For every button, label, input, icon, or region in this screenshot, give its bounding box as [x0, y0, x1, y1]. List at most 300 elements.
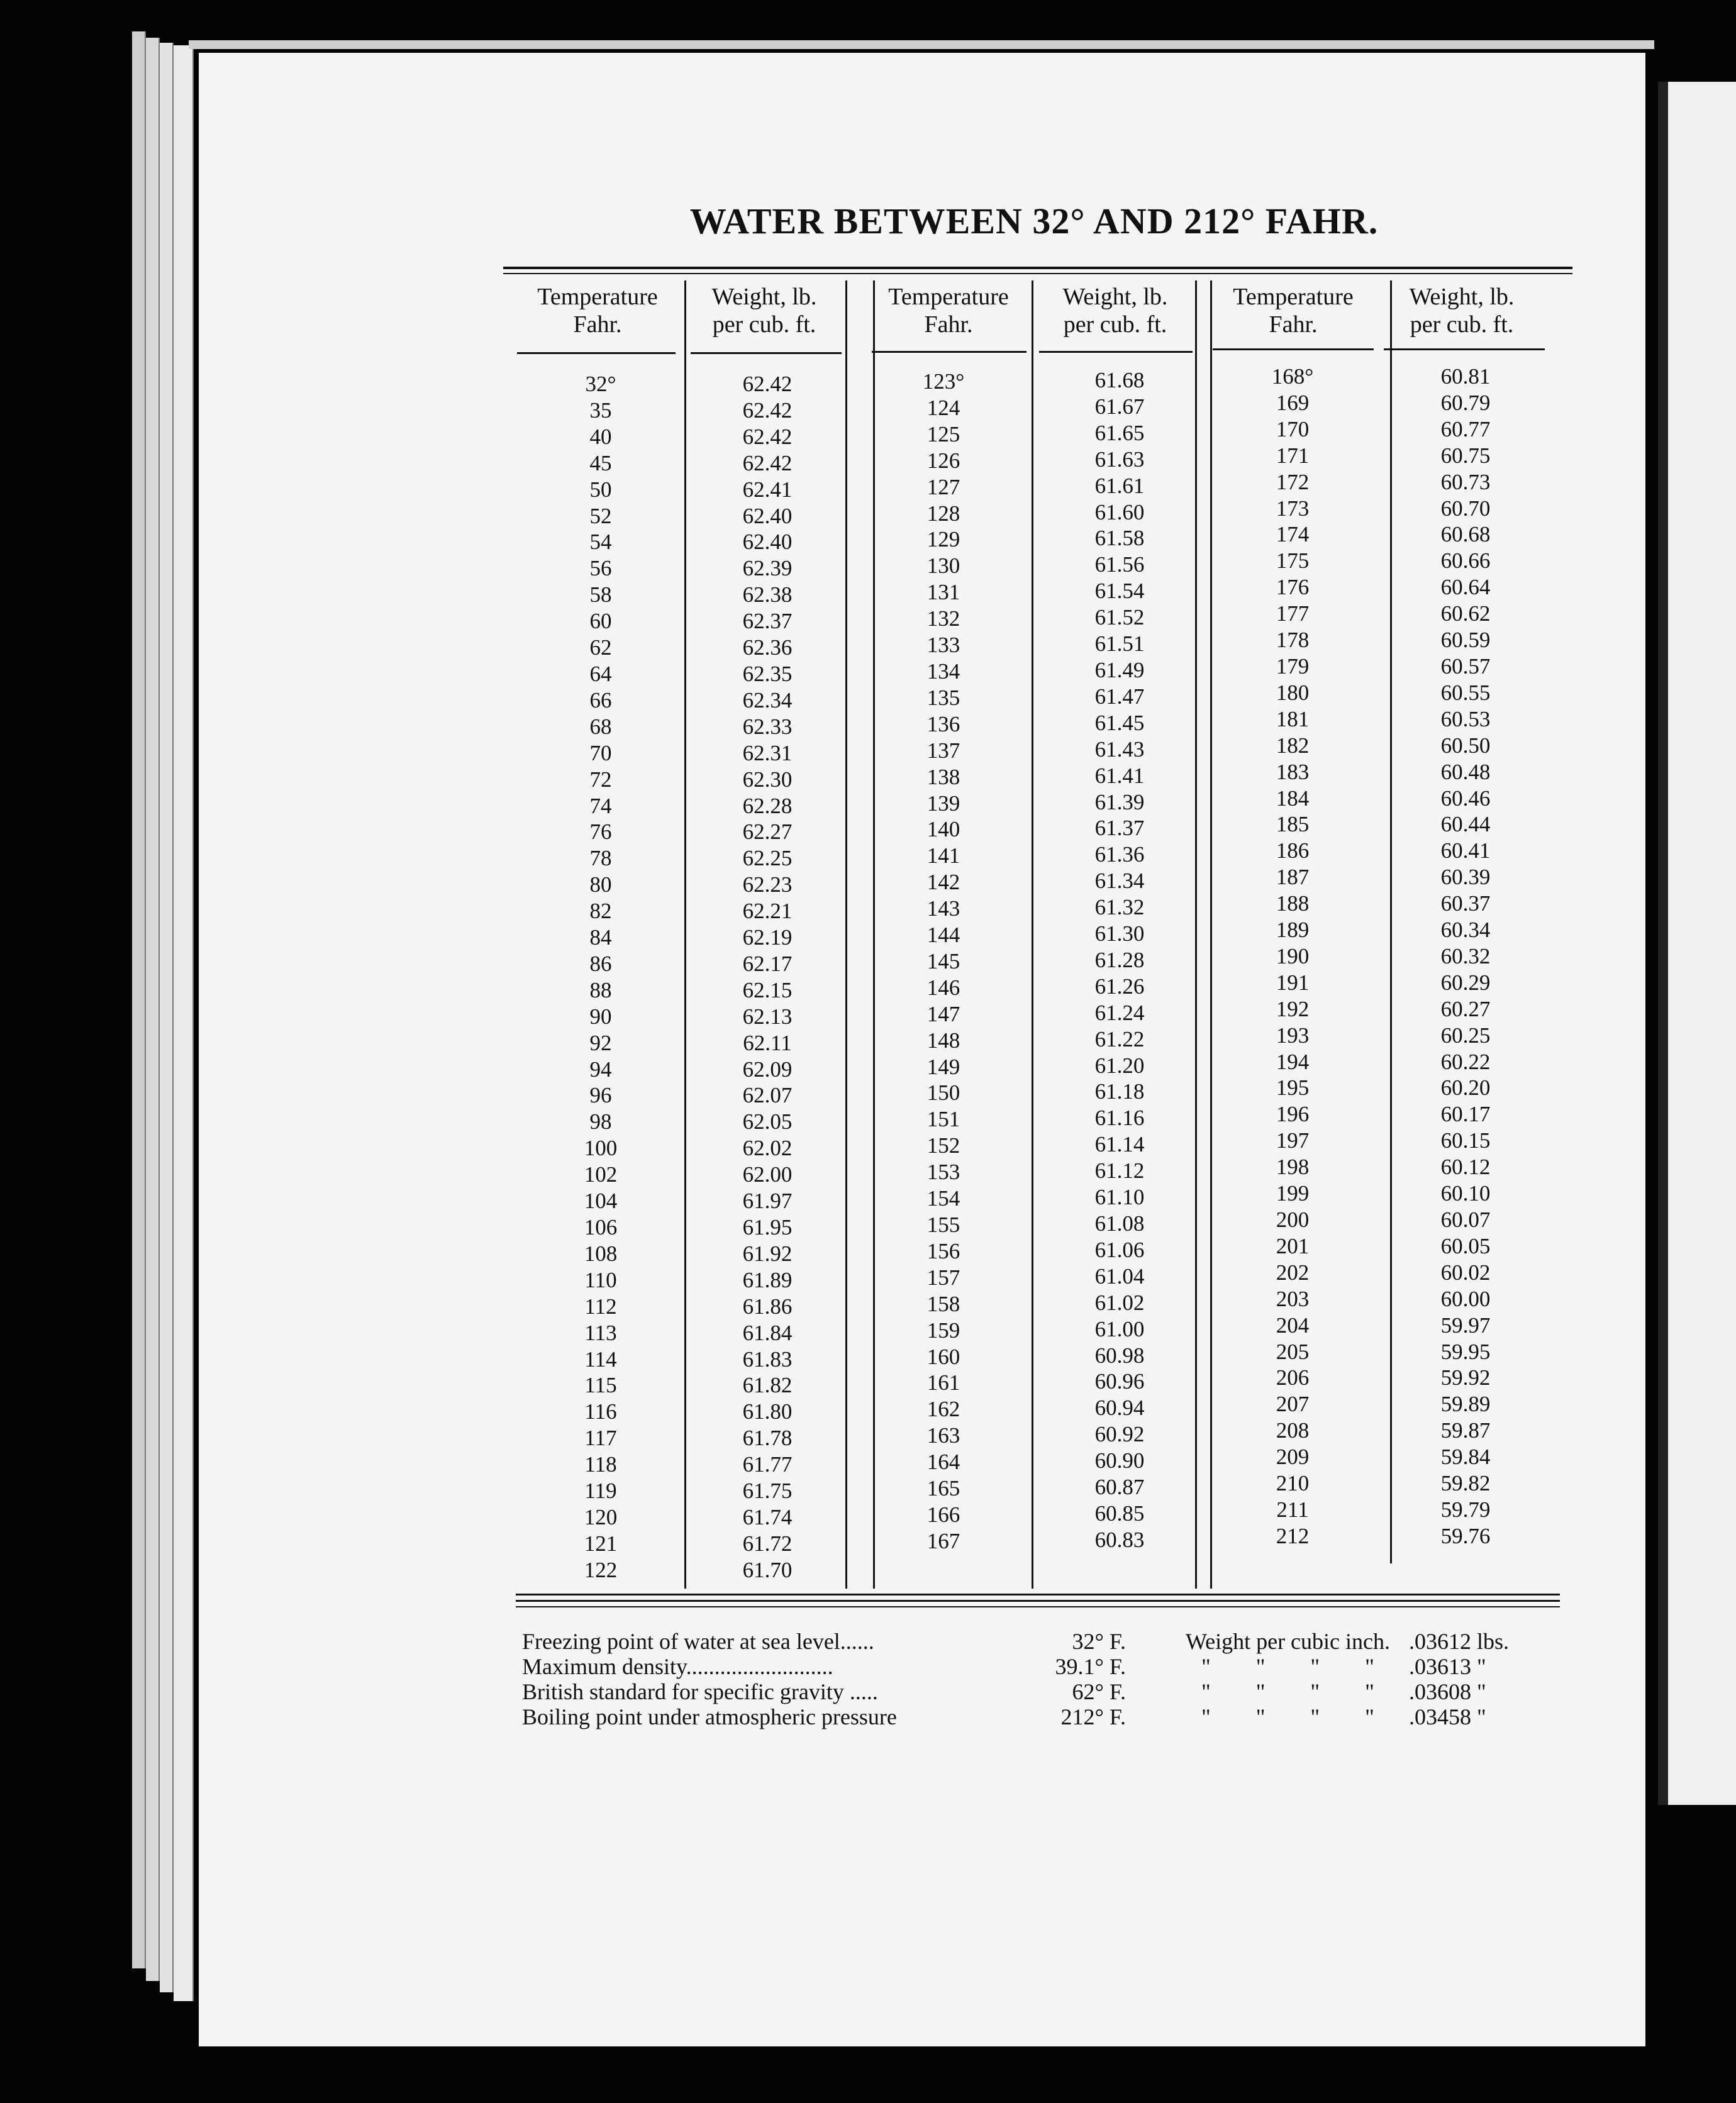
weight-cell: 62.31 [742, 740, 793, 765]
footnote-value: .03458 " [1409, 1704, 1486, 1729]
temperature-cell: 118 [584, 1452, 617, 1477]
weight-cell: 62.36 [742, 635, 793, 660]
header-rule [1039, 351, 1193, 353]
weight-cell: 61.89 [742, 1267, 793, 1292]
weight-cell: 60.25 [1440, 1023, 1491, 1048]
column-rule [1032, 280, 1033, 1589]
weight-cell: 62.11 [743, 1030, 792, 1055]
temperature-cell: 117 [584, 1426, 617, 1451]
weight-cell: 60.12 [1440, 1155, 1491, 1180]
temperature-cell: 74 [589, 793, 612, 818]
weight-column-2 [1063, 367, 1176, 1553]
temperature-cell: 94 [589, 1057, 612, 1082]
weight-cell: 61.02 [1094, 1290, 1145, 1315]
top-rule [503, 267, 1572, 269]
weight-cell: 60.68 [1440, 522, 1491, 547]
weight-cell: 59.97 [1440, 1312, 1491, 1338]
temperature-cell: 161 [926, 1370, 960, 1396]
temperature-cell: 180 [1276, 680, 1310, 705]
temperature-cell: 200 [1276, 1207, 1310, 1232]
weight-cell: 60.70 [1440, 496, 1491, 521]
temperature-cell: 170 [1276, 416, 1310, 441]
weight-cell: 60.20 [1440, 1075, 1491, 1101]
page-title: WATER BETWEEN 32° AND 212° FAHR. [689, 201, 1379, 241]
temperature-cell: 194 [1276, 1049, 1310, 1074]
temperature-cell: 60 [589, 609, 612, 634]
weight-cell: 61.65 [1094, 420, 1145, 445]
temperature-cell: 150 [926, 1080, 960, 1106]
weight-cell: 60.79 [1440, 390, 1491, 415]
footnote-value: .03613 " [1409, 1654, 1486, 1679]
weight-cell: 60.37 [1440, 891, 1491, 916]
bottom-rule [516, 1606, 1560, 1607]
temperature-cell: 163 [926, 1423, 960, 1448]
weight-cell: 62.40 [742, 503, 793, 528]
column-rule [873, 280, 875, 1589]
weight-cell: 60.85 [1094, 1501, 1145, 1526]
weight-cell: 60.50 [1440, 733, 1491, 758]
weight-cell: 60.94 [1094, 1396, 1145, 1421]
header-rule [1384, 348, 1545, 350]
weight-cell: 62.13 [742, 1004, 793, 1029]
weight-cell: 59.89 [1440, 1392, 1491, 1417]
temperature-cell: 196 [1276, 1102, 1310, 1127]
weight-cell: 60.55 [1440, 680, 1491, 705]
temperature-cell: 206 [1276, 1365, 1310, 1390]
weight-cell: 61.83 [742, 1346, 793, 1372]
weight-cell: 61.56 [1094, 552, 1145, 577]
temperature-cell: 152 [926, 1133, 960, 1158]
footnote-temperature: 39.1° F. [1055, 1654, 1126, 1679]
temperature-cell: 205 [1276, 1339, 1310, 1364]
temperature-cell: 121 [584, 1531, 618, 1556]
bottom-rule [516, 1600, 1560, 1602]
weight-cell: 62.21 [742, 899, 793, 924]
weight-cell: 60.87 [1094, 1475, 1145, 1500]
footnote-label: Freezing point of water at sea level...... [522, 1629, 874, 1654]
weight-cell: 60.41 [1440, 838, 1491, 863]
temperature-cell: 165 [926, 1476, 960, 1501]
temperature-cell: 145 [926, 948, 960, 974]
weight-cell: 60.34 [1440, 918, 1491, 943]
weight-cell: 61.24 [1094, 1000, 1145, 1025]
temperature-cell: 40 [589, 424, 612, 449]
weight-cell: 61.49 [1094, 657, 1145, 682]
temperature-cell: 58 [589, 582, 612, 608]
weight-cell: 60.53 [1440, 706, 1491, 731]
footnote-weight-labels [1157, 1629, 1434, 1729]
weight-cell: 62.40 [742, 530, 793, 555]
column-rule [1210, 280, 1212, 1589]
weight-cell: 62.07 [742, 1083, 793, 1108]
book-gutter [1658, 82, 1668, 1805]
weight-cell: 60.07 [1440, 1207, 1491, 1232]
temperature-cell: 198 [1276, 1155, 1310, 1180]
temperature-cell: 128 [926, 501, 960, 526]
weight-cell: 60.66 [1440, 548, 1491, 574]
temperature-cell: 207 [1276, 1392, 1310, 1417]
column-rule [1195, 280, 1197, 1589]
temperature-cell: 197 [1276, 1128, 1310, 1153]
temperature-cell: 201 [1276, 1233, 1310, 1258]
footnote-temperatures [1006, 1629, 1126, 1729]
weight-cell: 60.32 [1440, 943, 1491, 968]
temperature-cell: 115 [584, 1373, 617, 1398]
temperature-cell: 147 [926, 1001, 960, 1026]
temperature-cell: 204 [1276, 1312, 1310, 1338]
weight-cell: 61.30 [1094, 921, 1145, 946]
footnote-value: .03608 " [1409, 1679, 1486, 1704]
temperature-cell: 127 [926, 474, 960, 499]
weight-cell: 62.19 [742, 925, 793, 950]
weight-cell: 61.86 [742, 1294, 793, 1319]
temperature-cell: 102 [584, 1162, 618, 1187]
weight-cell: 60.48 [1440, 759, 1491, 784]
weight-cell: 61.45 [1094, 710, 1145, 735]
temperature-cell: 130 [926, 553, 960, 579]
header-rule [691, 352, 842, 354]
weight-cell: 61.34 [1094, 868, 1145, 894]
temperature-cell: 182 [1276, 733, 1310, 758]
weight-cell: 61.39 [1094, 789, 1145, 814]
weight-cell: 60.00 [1440, 1286, 1491, 1311]
weight-cell: 60.05 [1440, 1233, 1491, 1258]
temperature-cell: 139 [926, 791, 960, 816]
temperature-cell: 84 [589, 925, 612, 950]
weight-cell: 62.37 [742, 609, 793, 634]
temperature-cell: 104 [584, 1189, 618, 1214]
footnote-temperature: 32° F. [1072, 1629, 1126, 1654]
weight-cell: 61.37 [1094, 816, 1145, 841]
weight-cell: 61.36 [1094, 842, 1145, 867]
top-rule [503, 273, 1572, 274]
temperature-cell: 153 [926, 1160, 960, 1185]
temperature-cell: 110 [584, 1267, 617, 1292]
footnote-value: .03612 lbs. [1409, 1629, 1510, 1654]
temperature-cell: 164 [926, 1450, 960, 1475]
facing-page [1668, 82, 1736, 1805]
weight-cell: 61.84 [742, 1320, 793, 1345]
footnote-values [1409, 1629, 1572, 1729]
temperature-cell: 133 [926, 633, 960, 658]
temperature-cell: 173 [1276, 496, 1310, 521]
weight-cell: 61.04 [1094, 1263, 1145, 1289]
weight-cell: 62.27 [742, 819, 793, 845]
weight-cell: 61.82 [742, 1373, 793, 1398]
header-weight-1: Weight, lb. per cub. ft. [711, 284, 817, 338]
weight-cell: 61.26 [1094, 974, 1145, 999]
weight-cell: 61.54 [1094, 579, 1145, 604]
weight-cell: 62.41 [742, 477, 793, 502]
temperature-cell: 32° [585, 372, 616, 396]
temperature-cell: 183 [1276, 759, 1310, 784]
temperature-cell: 45 [589, 450, 612, 475]
weight-cell: 62.35 [742, 661, 793, 686]
temperature-cell: 210 [1276, 1471, 1310, 1496]
weight-cell: 61.47 [1094, 684, 1145, 709]
temperature-cell: 171 [1276, 443, 1310, 468]
temperature-cell: 212 [1276, 1523, 1310, 1548]
temperature-cell: 157 [926, 1265, 960, 1290]
temperature-cell: 211 [1276, 1497, 1309, 1522]
temperature-cell: 158 [926, 1291, 960, 1316]
temperature-cell: 193 [1276, 1023, 1310, 1048]
header-temperature-3: Temperature Fahr. [1233, 284, 1354, 338]
temperature-cell: 172 [1276, 469, 1310, 494]
weight-cell: 61.12 [1094, 1158, 1145, 1184]
temperature-cell: 148 [926, 1028, 960, 1053]
weight-cell: 62.15 [742, 977, 793, 1002]
book-top-edge [189, 40, 1654, 49]
weight-cell: 61.28 [1094, 947, 1145, 972]
weight-cell: 61.00 [1094, 1316, 1145, 1341]
weight-cell: 60.10 [1440, 1181, 1491, 1206]
weight-cell: 61.75 [742, 1479, 793, 1504]
temperature-cell: 113 [584, 1320, 617, 1345]
temperature-cell: 178 [1276, 628, 1310, 653]
temperature-cell: 116 [584, 1399, 617, 1424]
weight-cell: 60.02 [1440, 1260, 1491, 1285]
weight-cell: 62.34 [742, 687, 793, 713]
temperature-cell: 35 [589, 397, 612, 423]
temperature-cell: 146 [926, 975, 960, 1000]
weight-cell: 59.84 [1440, 1445, 1491, 1470]
temperature-cell: 54 [589, 530, 612, 555]
temperature-cell: 154 [926, 1186, 960, 1211]
weight-cell: 60.29 [1440, 970, 1491, 995]
weight-cell: 62.42 [742, 397, 793, 423]
temperature-cell: 195 [1276, 1075, 1310, 1101]
weight-cell: 59.95 [1440, 1339, 1491, 1364]
footnote-temperature: 212° F. [1060, 1704, 1126, 1729]
temperature-cell: 166 [926, 1502, 960, 1527]
header-weight-2: Weight, lb. per cub. ft. [1062, 284, 1168, 338]
weight-cell: 60.96 [1094, 1369, 1145, 1394]
temperature-cell: 120 [584, 1504, 618, 1529]
temperature-cell: 208 [1276, 1418, 1310, 1443]
temperature-cell: 189 [1276, 918, 1310, 943]
temperature-cell: 96 [589, 1083, 612, 1108]
weight-cell: 61.95 [742, 1215, 793, 1240]
footnote-label: British standard for specific gravity ..... [522, 1679, 878, 1704]
temperature-cell: 142 [926, 870, 960, 895]
weight-column-1 [711, 371, 824, 1584]
weight-cell: 60.46 [1440, 785, 1491, 811]
weight-cell: 61.63 [1094, 447, 1145, 472]
temperature-cell: 125 [926, 421, 960, 447]
footnote-weight-label: " " " " [1201, 1654, 1374, 1679]
weight-cell: 61.61 [1094, 473, 1145, 498]
weight-cell: 62.00 [742, 1162, 793, 1187]
temperature-cell: 169 [1276, 390, 1310, 415]
weight-cell: 61.60 [1094, 499, 1145, 524]
temperature-cell: 136 [926, 711, 960, 736]
temperature-cell: 70 [589, 740, 612, 765]
temperature-cell: 52 [589, 503, 612, 528]
temperature-cell: 177 [1276, 601, 1310, 626]
temperature-cell: 100 [584, 1136, 618, 1161]
weight-cell: 59.79 [1440, 1497, 1491, 1522]
weight-cell: 61.58 [1094, 526, 1145, 551]
weight-cell: 60.15 [1440, 1128, 1491, 1153]
temperature-cell: 66 [589, 687, 612, 713]
temperature-cell: 179 [1276, 653, 1310, 679]
temperature-cell: 140 [926, 817, 960, 842]
weight-cell: 59.76 [1440, 1523, 1491, 1548]
temperature-column-3 [1242, 363, 1343, 1550]
temperature-cell: 184 [1276, 785, 1310, 811]
temperature-cell: 56 [589, 556, 612, 581]
temperature-cell: 168° [1271, 364, 1314, 389]
weight-cell: 61.18 [1094, 1079, 1145, 1104]
footnote-temperature: 62° F. [1072, 1679, 1126, 1704]
footnote-label: Boiling point under atmospheric pressure [522, 1704, 897, 1729]
temperature-cell: 191 [1276, 970, 1310, 995]
weight-cell: 61.68 [1094, 368, 1145, 392]
weight-cell: 62.25 [742, 846, 793, 871]
temperature-cell: 88 [589, 977, 612, 1002]
weight-cell: 61.80 [742, 1399, 793, 1424]
weight-cell: 61.72 [742, 1531, 793, 1556]
temperature-cell: 151 [926, 1107, 960, 1132]
temperature-cell: 138 [926, 764, 960, 789]
weight-cell: 59.92 [1440, 1365, 1491, 1390]
weight-cell: 61.08 [1094, 1211, 1145, 1236]
book-page-edge [160, 43, 174, 1992]
weight-cell: 61.74 [742, 1504, 793, 1529]
footnote-weight-label: " " " " [1201, 1679, 1374, 1704]
temperature-cell: 144 [926, 923, 960, 948]
temperature-cell: 203 [1276, 1286, 1310, 1311]
temperature-cell: 199 [1276, 1181, 1310, 1206]
temperature-cell: 190 [1276, 943, 1310, 968]
temperature-cell: 64 [589, 661, 612, 686]
temperature-cell: 123° [922, 369, 965, 394]
weight-cell: 60.39 [1440, 865, 1491, 890]
temperature-cell: 90 [589, 1004, 612, 1029]
weight-cell: 60.22 [1440, 1049, 1491, 1074]
temperature-cell: 149 [926, 1054, 960, 1079]
temperature-cell: 167 [926, 1528, 960, 1553]
header-temperature-2: Temperature Fahr. [888, 284, 1009, 338]
weight-cell: 62.17 [742, 951, 793, 976]
book-page-edge [132, 31, 146, 1968]
temperature-cell: 132 [926, 606, 960, 631]
temperature-cell: 185 [1276, 812, 1310, 837]
weight-cell: 62.30 [742, 767, 793, 792]
weight-cell: 60.92 [1094, 1422, 1145, 1447]
weight-cell: 62.42 [742, 450, 793, 475]
temperature-cell: 202 [1276, 1260, 1310, 1285]
weight-cell: 61.67 [1094, 394, 1145, 419]
temperature-cell: 174 [1276, 522, 1310, 547]
weight-cell: 61.52 [1094, 605, 1145, 630]
temperature-cell: 119 [584, 1479, 617, 1504]
temperature-cell: 181 [1276, 706, 1310, 731]
weight-cell: 60.64 [1440, 575, 1491, 600]
temperature-cell: 188 [1276, 891, 1310, 916]
footnote-label: Maximum density.......................... [522, 1654, 833, 1679]
temperature-cell: 82 [589, 899, 612, 924]
temperature-cell: 126 [926, 448, 960, 473]
weight-cell: 61.70 [742, 1557, 793, 1582]
weight-cell: 61.20 [1094, 1053, 1145, 1078]
weight-cell: 60.17 [1440, 1102, 1491, 1127]
temperature-cell: 135 [926, 685, 960, 710]
weight-cell: 61.51 [1094, 631, 1145, 657]
temperature-cell: 129 [926, 527, 960, 552]
weight-cell: 61.14 [1094, 1132, 1145, 1157]
weight-column-3 [1409, 363, 1522, 1550]
weight-cell: 62.23 [742, 872, 793, 897]
weight-cell: 59.87 [1440, 1418, 1491, 1443]
temperature-column-1 [554, 371, 648, 1584]
weight-cell: 60.73 [1440, 469, 1491, 494]
temperature-cell: 175 [1276, 548, 1310, 574]
temperature-cell: 86 [589, 951, 612, 976]
temperature-cell: 187 [1276, 865, 1310, 890]
temperature-cell: 131 [926, 580, 960, 605]
weight-cell: 61.32 [1094, 895, 1145, 920]
temperature-cell: 106 [584, 1215, 618, 1240]
temperature-cell: 160 [926, 1344, 960, 1369]
weight-cell: 61.16 [1094, 1106, 1145, 1131]
weight-cell: 60.75 [1440, 443, 1491, 468]
weight-cell: 62.05 [742, 1109, 793, 1135]
temperature-cell: 114 [584, 1346, 617, 1372]
header-rule [517, 352, 676, 354]
temperature-cell: 108 [584, 1241, 618, 1266]
temperature-cell: 159 [926, 1318, 960, 1343]
weight-cell: 61.78 [742, 1426, 793, 1451]
footnote-weight-label: " " " " [1201, 1704, 1374, 1729]
temperature-cell: 143 [926, 896, 960, 921]
temperature-cell: 62 [589, 635, 612, 660]
weight-cell: 60.83 [1094, 1527, 1145, 1552]
temperature-cell: 68 [589, 714, 612, 739]
header-weight-3: Weight, lb. per cub. ft. [1409, 284, 1515, 338]
book-page-edge [174, 45, 194, 2001]
column-rule [1390, 280, 1392, 1563]
weight-cell: 61.97 [742, 1189, 793, 1214]
temperature-cell: 112 [584, 1294, 617, 1319]
footnote-weight-label: Weight per cubic inch. [1186, 1629, 1390, 1654]
header-rule [872, 351, 1027, 353]
temperature-column-2 [893, 369, 994, 1555]
temperature-cell: 156 [926, 1238, 960, 1263]
temperature-cell: 192 [1276, 996, 1310, 1021]
weight-cell: 61.43 [1094, 736, 1145, 762]
weight-cell: 61.77 [742, 1452, 793, 1477]
weight-cell: 60.62 [1440, 601, 1491, 626]
column-rule [684, 280, 686, 1589]
weight-cell: 62.39 [742, 556, 793, 581]
weight-cell: 61.22 [1094, 1026, 1145, 1052]
temperature-cell: 209 [1276, 1445, 1310, 1470]
weight-cell: 60.81 [1440, 364, 1491, 389]
weight-cell: 60.90 [1094, 1448, 1145, 1473]
temperature-cell: 155 [926, 1212, 960, 1237]
weight-cell: 62.42 [742, 424, 793, 449]
temperature-cell: 72 [589, 767, 612, 792]
weight-cell: 59.82 [1440, 1471, 1491, 1496]
header-rule [1213, 348, 1374, 350]
temperature-cell: 80 [589, 872, 612, 897]
weight-cell: 61.06 [1094, 1237, 1145, 1262]
weight-cell: 62.42 [742, 372, 793, 396]
temperature-cell: 141 [926, 843, 960, 868]
temperature-cell: 98 [589, 1109, 612, 1135]
